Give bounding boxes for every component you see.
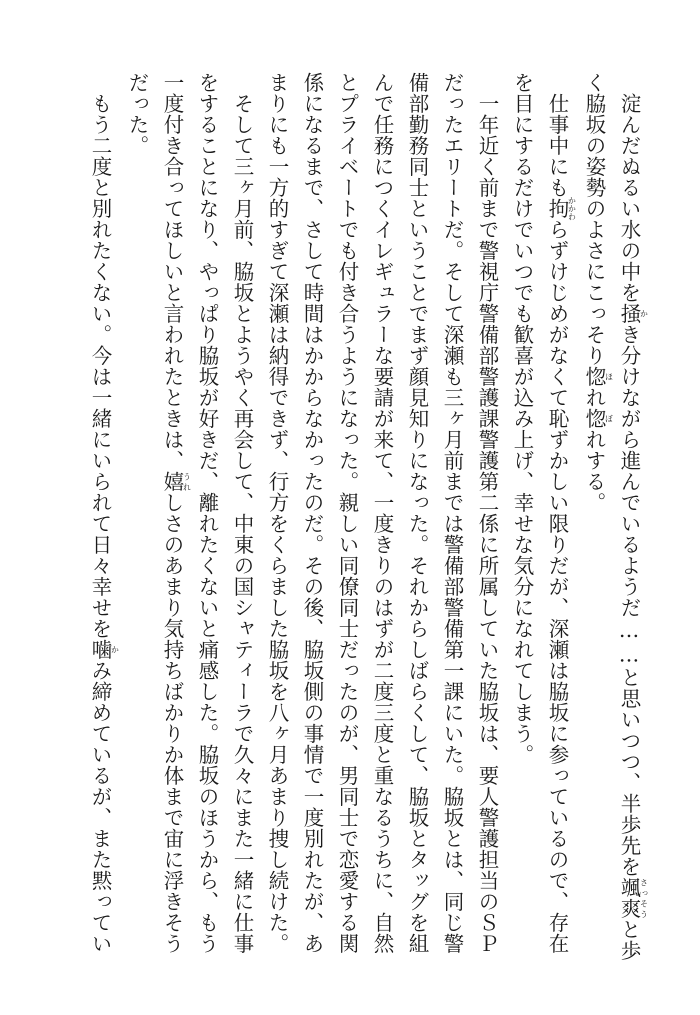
ruby-base: 噛 xyxy=(88,638,112,660)
ruby-reading: かかわ xyxy=(567,196,577,220)
ruby-reading: か xyxy=(110,638,120,660)
paragraph xyxy=(504,72,576,967)
ruby-reading: か xyxy=(639,302,649,324)
text-run: れ xyxy=(582,387,606,408)
text-run: れする。 xyxy=(582,429,606,513)
text-run: 一年近く前まで警視庁警備部警護課警護第二係に所属していた脇坂は、要人警護担当のＳＰだったエリートだ。そして深瀬も三ヶ月前までは警備部警備第一課にいた。脇坂とは、同じ警備部勤務同士ということでまず顔見知りになった。それからしばらくして、脇坂とタッグを組んで任務につくイレギュラーな要請が来て、一度きりのはずが二度三度と重なるうちに、自然とプライベートでも付き合うようになった。親しい同僚同士だったのが、男同士で恋愛する関係になるまで、さして時間はかからなかったのだ。その後、脇坂側の事情で一度別れたが、あまりにも一方的すぎて深瀬は納得できず、行方をくらました脇坂を八ヶ月あまり捜し続けた。 xyxy=(265,72,499,954)
text-run: と歩く脇坂の姿勢のよさにこっそり xyxy=(582,72,641,961)
paragraph xyxy=(259,72,504,967)
ruby-base: 掻 xyxy=(617,302,641,324)
text-run: しさのあまり気持ちばかりか体まで宙に浮きそうだった。 xyxy=(125,72,184,954)
ruby-word xyxy=(88,638,120,660)
ruby-base: 惚 xyxy=(582,366,606,387)
ruby-word xyxy=(582,366,614,387)
ruby-word xyxy=(617,876,649,919)
text-run: そして三ヶ月前、脇坂とようやく再会して、中東の国シャティーラで久々にまた一緒に仕事をすることになり、やっぱり脇坂が好きだ、離れたくないと痛感した。脇坂のほうから、もう一度付き合ってほしいと言われたときは、 xyxy=(160,72,254,954)
ruby-base: 拘 xyxy=(545,196,569,220)
ruby-reading: うれ xyxy=(182,471,192,492)
text-run: 仕事中にも xyxy=(545,92,569,198)
text-run: 淀んだぬるい水の中を xyxy=(617,92,641,303)
ruby-base: 嬉 xyxy=(160,471,184,492)
ruby-reading: ぼ xyxy=(604,408,614,429)
paragraph xyxy=(82,72,119,967)
paragraph xyxy=(576,72,648,967)
ruby-word xyxy=(582,408,614,429)
ruby-word xyxy=(160,471,192,492)
ruby-word xyxy=(545,196,577,220)
text-run: み締めているが、また黙ってい xyxy=(88,659,112,954)
text-run: き分けながら進んでいるようだ……と思いつつ、半歩先を xyxy=(617,323,641,877)
text-run: らずけじめがなくて恥ずかしい限りだが、深瀬は脇坂に参っているので、存在を目にするだけでいつでも歓喜が込み上げ、幸せな気分になれてしまう。 xyxy=(510,72,569,954)
text-run: もう二度と別れたくない。今は一緒にいられて日々幸せを xyxy=(88,92,112,639)
ruby-base: 惚 xyxy=(582,408,606,429)
ruby-base: 颯爽 xyxy=(617,876,641,919)
paragraph xyxy=(119,72,259,967)
ruby-reading: さっそう xyxy=(639,876,649,919)
ruby-word xyxy=(617,302,649,324)
ruby-reading: ほ xyxy=(604,366,614,387)
vertical-text-body xyxy=(82,72,648,967)
